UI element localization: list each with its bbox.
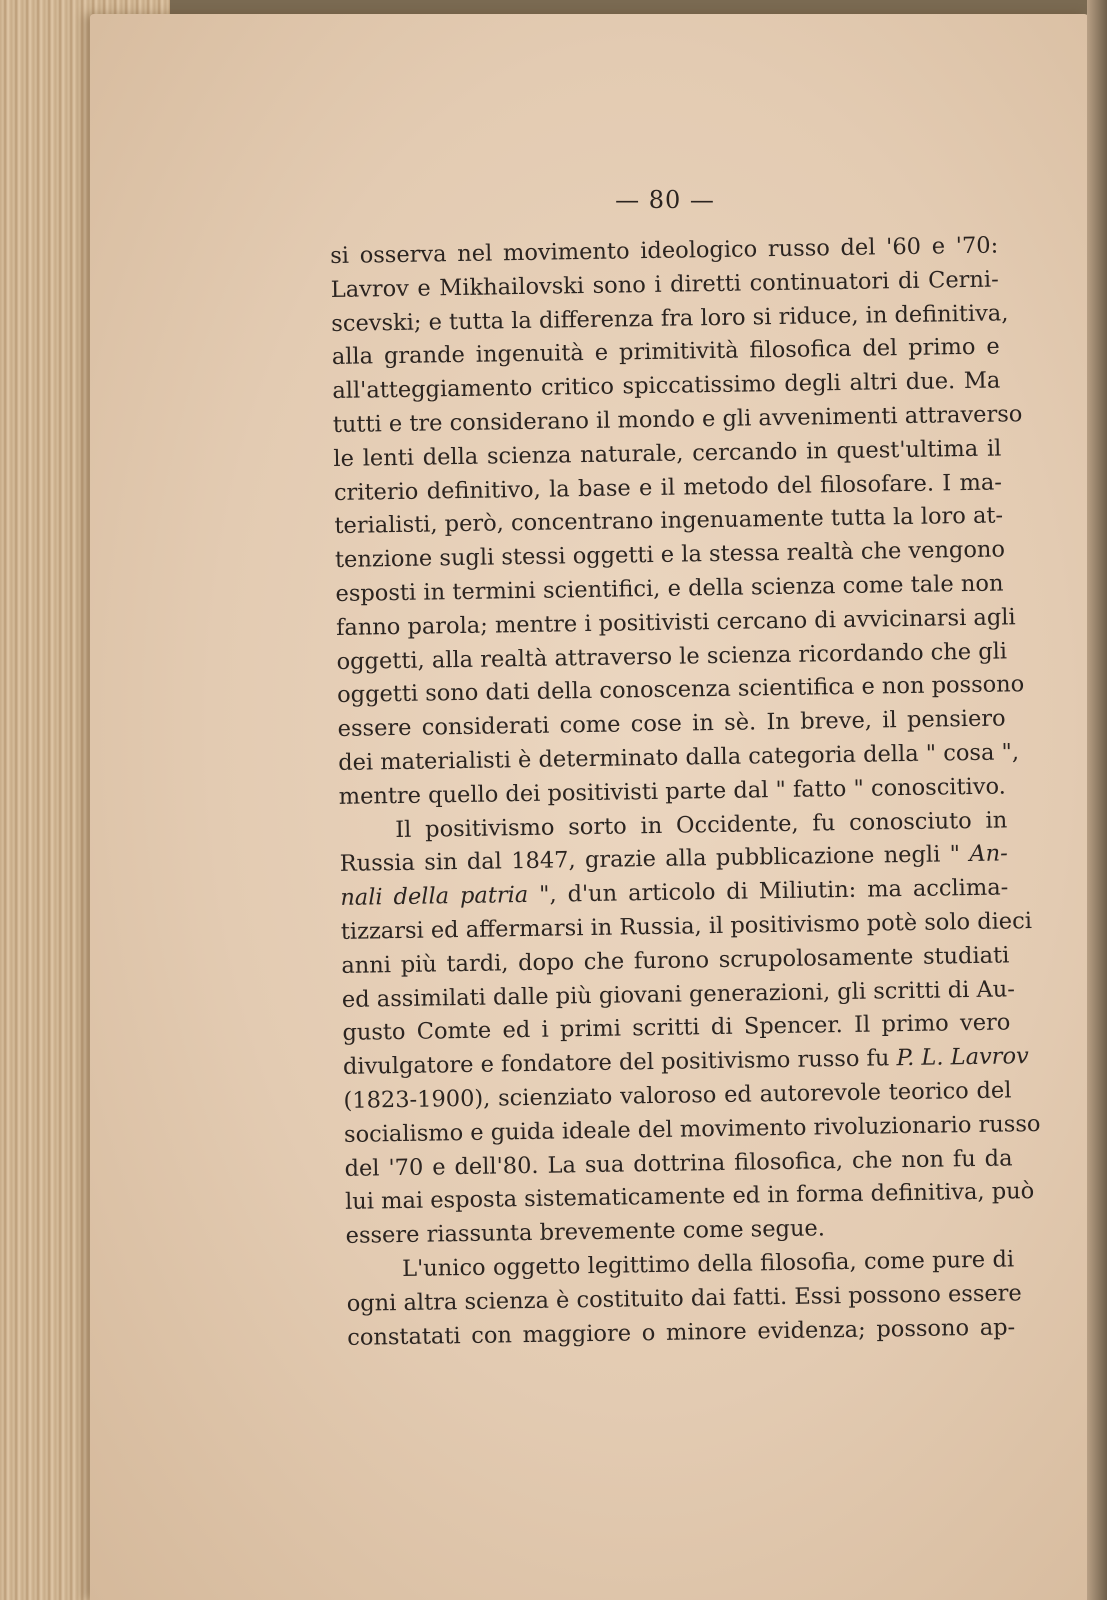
text-line: ogni altra scienza è costituito dai fatti. Essi possono essere — [346, 1279, 1022, 1317]
text-line: ed assimilati dalle più giovani generazioni, gli scritti di Au- — [341, 975, 1016, 1013]
page-number: — 80 — — [615, 186, 715, 214]
text-line: lui mai esposta sistematicamente ed in forma definitiva, può — [344, 1178, 1035, 1216]
text-line: constatati con maggiore o minore evidenza; possono ap- — [347, 1313, 1016, 1351]
text-line: terialisti, però, concentrano ingenuamente tutta la loro at- — [334, 502, 1004, 540]
text-line: all'atteggiamento critico spiccatissimo degli altri due. Ma — [332, 367, 1001, 405]
text-line: fanno parola; mentre i positivisti cercano di avvicinarsi agli — [335, 604, 1016, 641]
text-line: anni più tardi, dopo che furono scrupolosamente studiati — [341, 942, 1010, 979]
text-line: le lenti della scienza naturale, cercando in quest'ultima il — [333, 435, 1002, 472]
text-line: L'unico oggetto legittimo della filosofia, come pure di — [401, 1246, 1015, 1282]
text-line: dei materialisti è determinato dalla categoria della " cosa ", — [338, 739, 1020, 776]
text-line: esposti in termini scientifici, e della scienza come tale non — [335, 570, 1004, 607]
text-line: divulgatore e fondatore del positivismo russo fu P. L. Lavrov — [342, 1043, 1029, 1081]
text-line: oggetti, alla realtà attraverso le scienza ricordando che gli — [336, 637, 1008, 675]
text-line: Lavrov e Mikhailovski sono i diretti continuatori di Cerni- — [330, 266, 999, 303]
text-line: (1823-1900), scienziato valoroso ed autorevole teorico del — [343, 1077, 1012, 1114]
text-line: tenzione sugli stessi oggetti e la stessa realtà che vengono — [334, 536, 1006, 574]
text-line: si osserva nel movimento ideologico russo del '60 e '70: — [330, 232, 999, 269]
text-line: del '70 e dell'80. La sua dottrina filosofica, che non fu da — [344, 1144, 1013, 1182]
text-line: essere considerati come cose in sè. In breve, il pensiero — [337, 705, 1006, 743]
text-line: oggetti sono dati della conoscenza scientifica e non possono — [336, 671, 1025, 709]
text-line: criterio definitivo, la base e il metodo del filosofare. I ma- — [333, 469, 1003, 506]
text-line: essere riassunta brevemente come segue. — [345, 1215, 826, 1249]
text-line: nali della patria ", d'un articolo di Miliutin: ma acclima- — [340, 874, 1009, 912]
text-line: tutti e tre considerano il mondo e gli avvenimenti attraverso — [332, 401, 1023, 438]
text-line: scevski; e tutta la differenza fra loro si riduce, in definitiva, — [331, 299, 1009, 337]
text-line: socialismo e guida ideale del movimento rivoluzionario russo — [343, 1110, 1041, 1148]
text-line: alla grande ingenuità e primitività filosofica del primo e — [331, 333, 1000, 371]
body-text — [330, 230, 1041, 1356]
text-line: Russia sin dal 1847, grazie alla pubblicazione negli " An- — [339, 840, 1008, 878]
text-line: gusto Comte ed i primi scritti di Spencer. Il primo vero — [342, 1009, 1011, 1047]
text-line: tizzarsi ed affermarsi in Russia, il positivismo potè solo dieci — [340, 907, 1033, 945]
page-binding-shadow — [1087, 0, 1107, 1600]
text-line: Il positivismo sorto in Occidente, fu conosciuto in — [395, 806, 1008, 843]
text-line: mentre quello dei positivisti parte dal " fatto " conoscitivo. — [338, 773, 1006, 810]
